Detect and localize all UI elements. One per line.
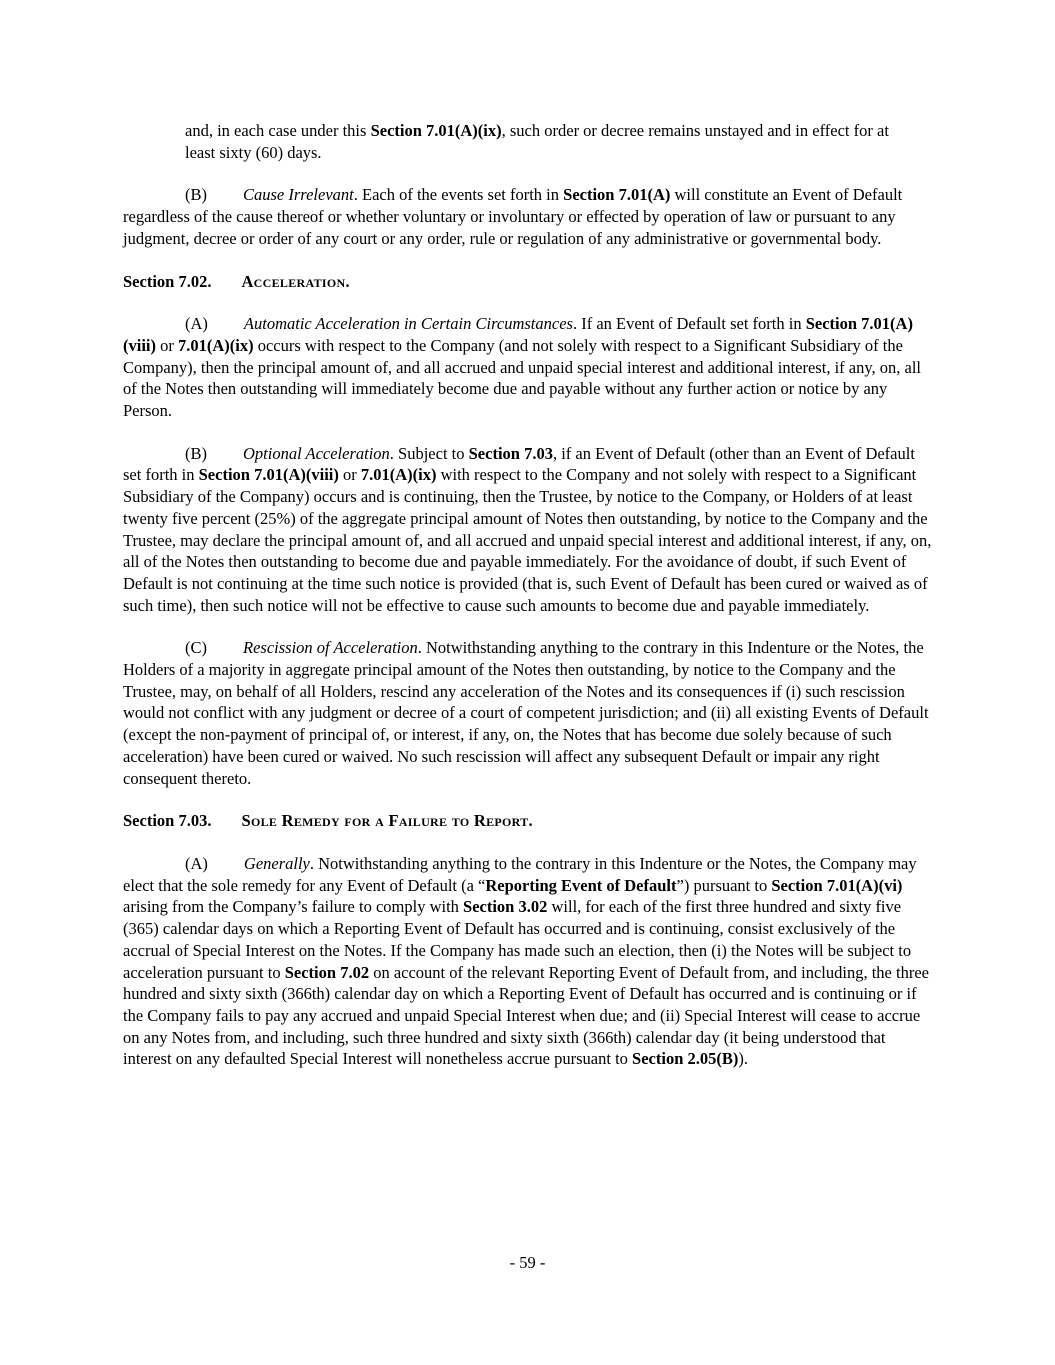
text-run: 7.01(A)(ix) — [360, 465, 437, 485]
text-run: . If an Event of Default set forth in — [572, 314, 806, 334]
tab-spacer — [211, 286, 241, 287]
text-run: occurs with respect to the Company (and not solely with respect to a Significant Subsidiary of the Company), then the principal amount of, and all accrued and unpaid special interest and additional interest, if any, on, all of the Notes then outstanding will immediately become due and payable without any further action or notice by any Person. — [123, 335, 922, 421]
section-heading-7-03-sole-remedy — [123, 810, 933, 832]
tab-spacer — [207, 199, 243, 200]
text-run: Automatic Acceleration in Certain Circumstances — [243, 314, 573, 334]
tab-spacer — [123, 328, 185, 329]
text-run: Section 7.01(A)(viii) — [198, 465, 339, 485]
text-run: (A) — [185, 314, 208, 334]
text-run: (B) — [185, 185, 207, 205]
tab-spacer — [208, 868, 244, 869]
page-number: - 59 - — [509, 1253, 546, 1272]
tab-spacer — [207, 652, 243, 653]
tab-spacer — [123, 458, 185, 459]
text-run: (B) — [185, 443, 207, 463]
paragraph-7-02-a-automatic-acceleration — [123, 313, 933, 422]
text-run: Section 7.01(A)(vi) — [771, 875, 903, 895]
text-run: Section 2.05(B) — [632, 1049, 739, 1069]
text-run: (C) — [185, 638, 207, 658]
text-run: . Notwithstanding anything to the contrary in this Indenture or the Notes, the Company may elect that the sole remedy for any Event of Default (a “ — [123, 853, 917, 895]
text-run: . Notwithstanding anything to the contrary in this Indenture or the Notes, the Holders of a majority in aggregate principal amount of the Notes then outstanding, by notice to the Company and the Trustee, may, on behalf of all Holders, rescind any acceleration of the Notes and its consequences if (i) such rescission would not conflict with any judgment or decree of a court of competent jurisdiction; and (ii) all existing Events of Default (except the non-payment of principal of, or interest, if any, on, the Notes that has become due solely because of such acceleration) have been cured or waived. No such rescission will affect any subsequent Default or impair any right consequent thereto. — [123, 638, 929, 788]
tab-spacer — [207, 458, 243, 459]
tab-spacer — [208, 328, 244, 329]
text-run: will, for each of the first three hundred and sixty five (365) calendar days on which a Reporting Event of Default has occurred and is continuing, consist exclusively of the accrual of Special Interest on the Notes. If the Company has made such an election, then (i) the Notes will be subject to acceleration pursuant to — [123, 897, 912, 982]
tab-spacer — [123, 199, 185, 200]
text-run: . Each of the events set forth in — [353, 185, 564, 205]
document-body — [123, 120, 933, 1091]
text-run: Section 7.01(A)(ix) — [370, 121, 502, 140]
text-run: on account of the relevant Reporting Event of Default from, and including, the three hundred and sixty sixth (366th) calendar day on which a Reporting Event of Default has occurred and is continuing or if the Company fails to pay any accrued and unpaid Special Interest when due; and (ii) Special Interest will cease to accrue on any Notes from, and including, such three hundred and sixty sixth (366th) calendar day (it being understood that interest on any defaulted Special Interest will nonetheless accrue pursuant to — [123, 962, 929, 1069]
text-run: Optional Acceleration — [243, 443, 390, 463]
text-run: Rescission of Acceleration — [243, 638, 418, 658]
text-run: Generally — [243, 853, 310, 873]
paragraph-7-03-a-generally — [123, 853, 933, 1070]
text-run: Section 7.03 — [468, 443, 553, 463]
text-run: Cause Irrelevant — [243, 185, 354, 205]
text-run: ”) pursuant to — [676, 875, 772, 895]
text-run: or — [338, 465, 361, 485]
paragraph-7-02-c-rescission-of-acceleration — [123, 637, 933, 789]
text-run: Reporting Event of Default — [485, 875, 677, 895]
text-run: (A) — [185, 853, 208, 873]
text-run: 7.01(A)(ix) — [178, 335, 254, 355]
section-heading-7-02-acceleration — [123, 271, 933, 293]
paragraph-7-02-b-optional-acceleration — [123, 443, 933, 617]
text-run: Section 7.02. — [123, 271, 212, 291]
text-run: arising from the Company’s failure to comply with — [123, 897, 464, 917]
paragraph-continuation-7-01-a-ix — [185, 120, 903, 163]
text-run: Sole Remedy for a Failure to Report. — [241, 811, 533, 831]
tab-spacer — [123, 652, 185, 653]
text-run: and, in each case under this — [185, 121, 371, 140]
text-run: . Subject to — [389, 443, 469, 463]
text-run: Section 7.02 — [284, 962, 370, 982]
text-run: , if an Event of Default (other than an Event of Default set forth in — [123, 443, 915, 485]
text-run: with respect to the Company and not solely with respect to a Significant Subsidiary of the Company) occurs and is continuing, then the Trustee, by notice to the Company, or Holders of at least twenty five percent (25%) of the aggregate principal amount of Notes then outstanding, by notice to the Company and the Trustee, may declare the principal amount of, and all accrued and unpaid special interest and additional interest, if any, on, all of the Notes then outstanding to become due and payable immediately. For the avoidance of doubt, if such Event of Default is not continuing at the time such notice is provided (that is, such Event of Default has been cured or waived as of such time), then such notice will not be effective to cause such amounts to become due and payable immediately. — [123, 465, 932, 615]
text-run: , such order or decree remains unstayed and in effect for at least sixty (60) days. — [185, 121, 889, 162]
text-run: Acceleration. — [241, 271, 350, 291]
text-run: Section 7.03. — [123, 811, 212, 831]
text-run: or — [156, 335, 178, 355]
tab-spacer — [211, 825, 241, 826]
text-run: Section 3.02 — [463, 897, 548, 917]
paragraph-7-01-b-cause-irrelevant — [123, 184, 933, 249]
tab-spacer — [123, 868, 185, 869]
text-run: ). — [738, 1049, 748, 1069]
text-run: Section 7.01(A) — [563, 185, 671, 205]
text-run: will constitute an Event of Default regardless of the cause thereof or whether voluntary or involuntary or effected by operation of law or pursuant to any judgment, decree or order of any court or any order, rule or regulation of any administrative or governmental body. — [123, 185, 903, 248]
text-run: Section 7.01(A)(viii) — [123, 314, 913, 355]
